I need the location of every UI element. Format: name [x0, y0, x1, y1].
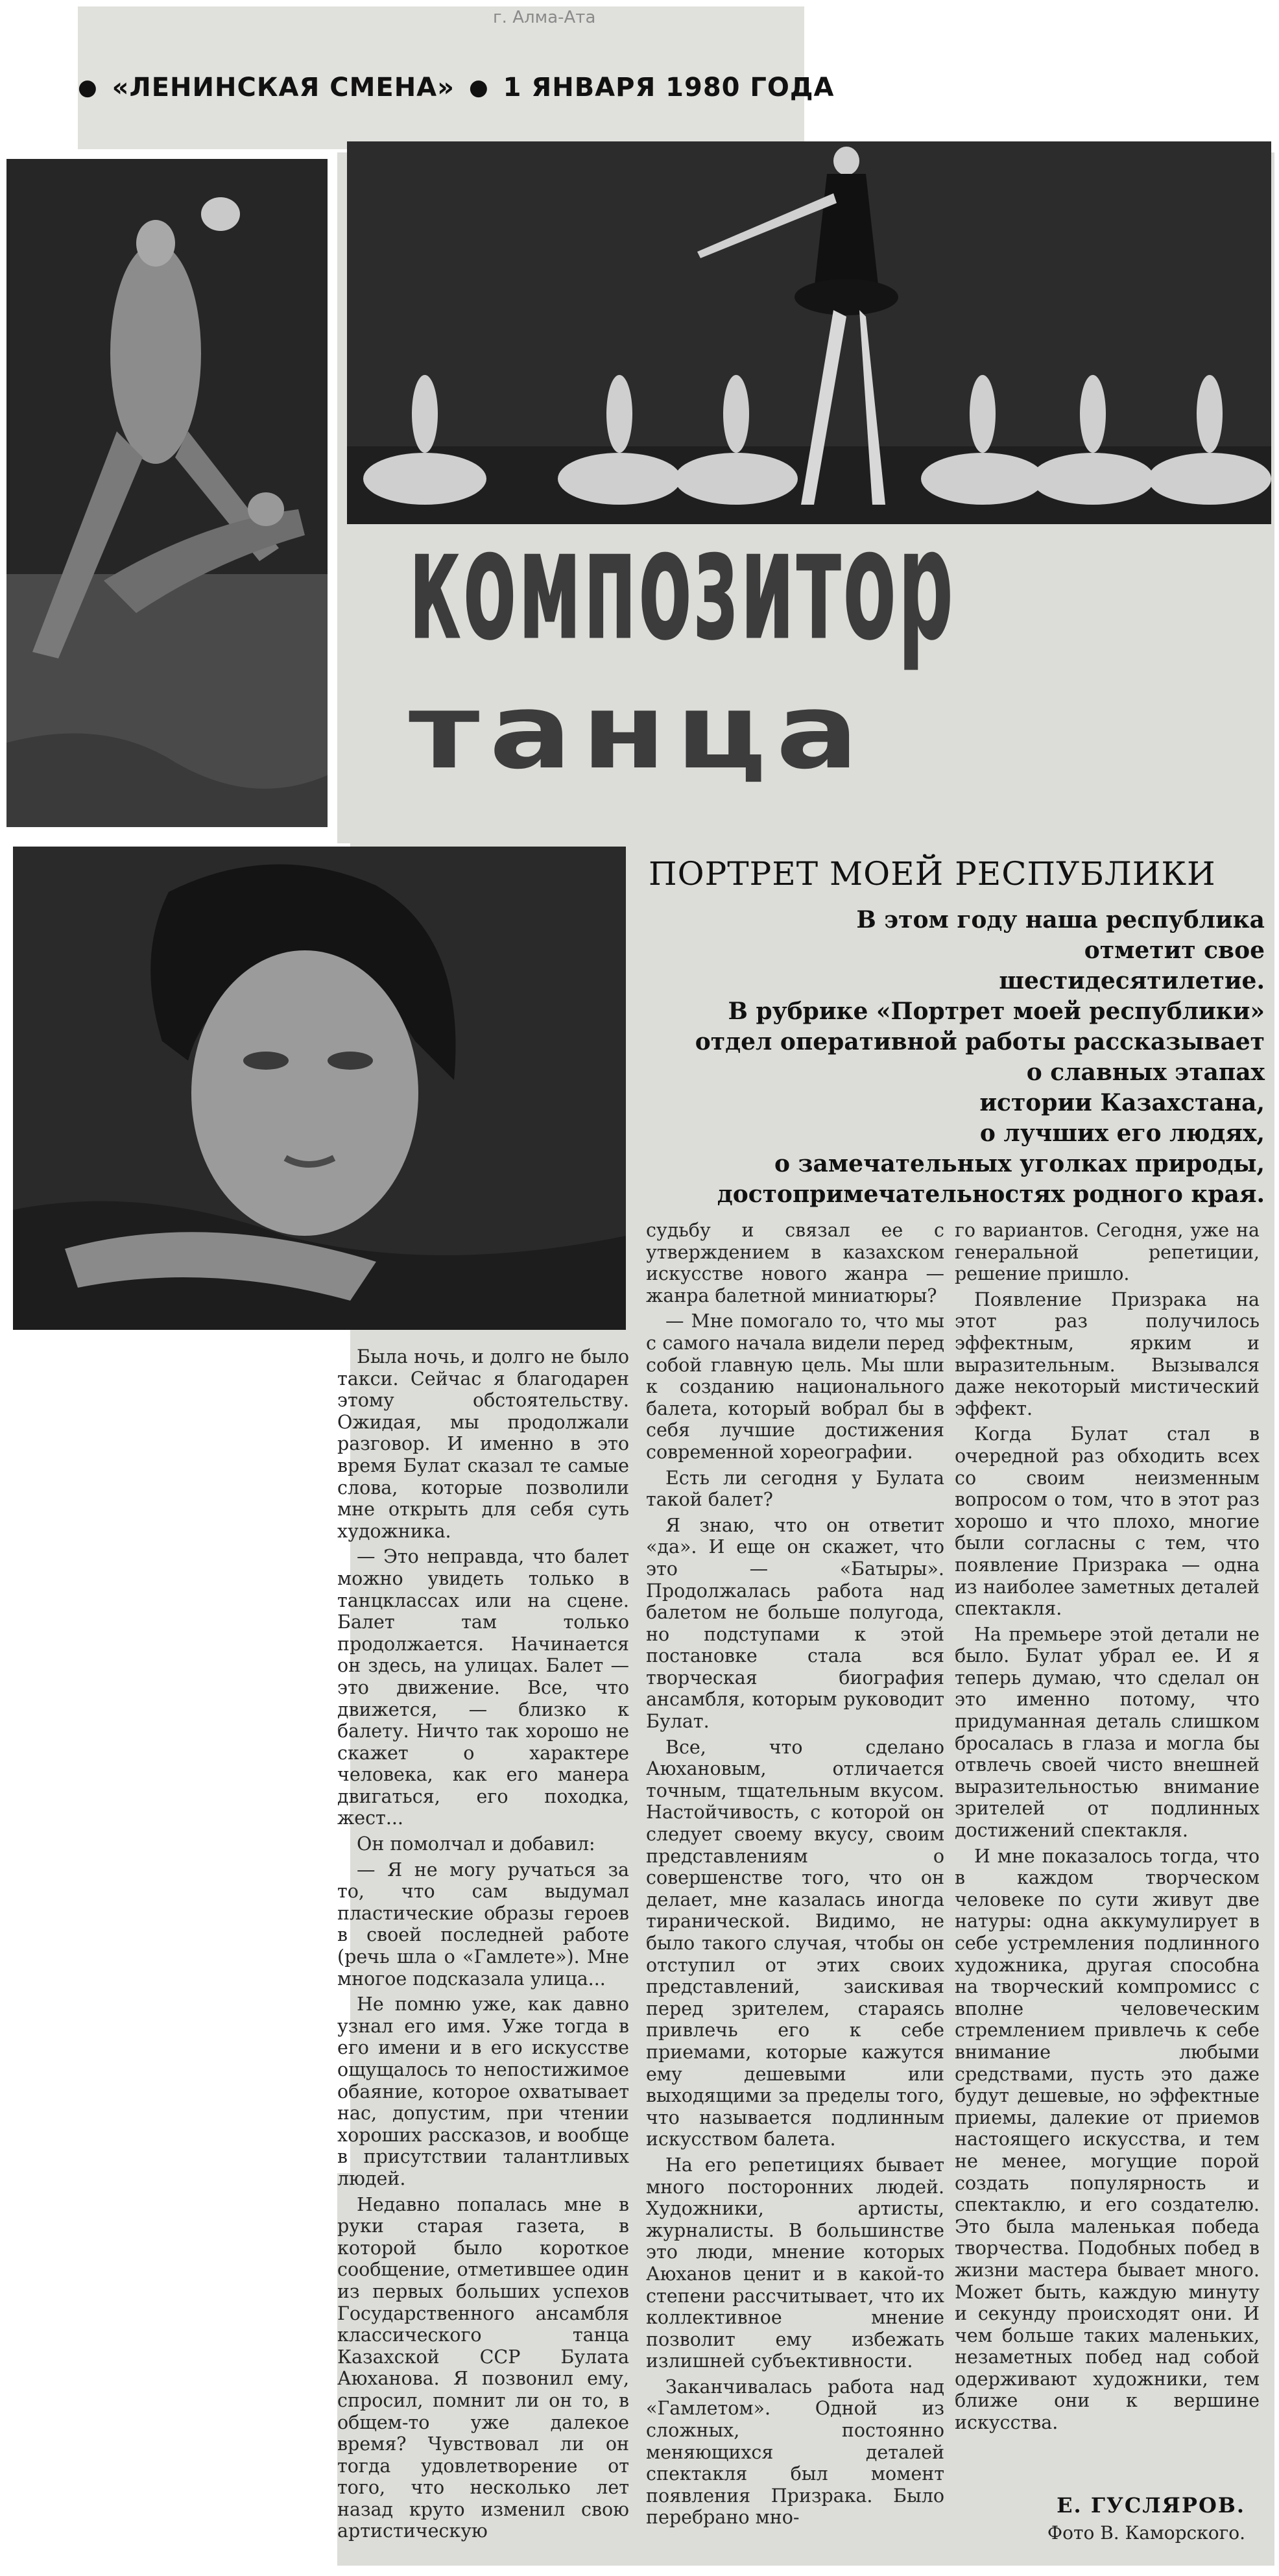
intro-line: В рубрике «Портрет моей республики» [728, 998, 1265, 1025]
intro-line: истории Казахстана, [979, 1089, 1265, 1116]
intro-line: достопримечательностях родного края. [717, 1181, 1265, 1208]
paragraph: — Это неправда, что балет можно увидеть только в танцклассах или на сцене. Балет там только продолжается. Начинается он здесь, на улицах. Балет — это движение. Все, что движется, — близко к балету. Ничто так хорошо не скажет о характере человека, как его манера двигаться, его походка, жест... [337, 1546, 629, 1829]
paragraph: Заканчивалась работа над «Гамлетом». Одной из сложных, постоянно меняющихся деталей спектакля был момент появления Призрака. Было перебрано мно- [646, 2376, 944, 2529]
newspaper-name: «ЛЕНИНСКАЯ СМЕНА» [112, 73, 455, 102]
rubric-title: ПОРТРЕТ МОЕЙ РЕСПУБЛИКИ [649, 855, 1216, 893]
article-column-1 [337, 1346, 629, 2566]
dancing-couple-photo [6, 159, 328, 827]
intro-line: отдел оперативной работы рассказывает [695, 1028, 1265, 1055]
paragraph: Есть ли сегодня у Булата такой балет? [646, 1467, 944, 1511]
paragraph: судьбу и связал ее с утверждением в казахском искусстве нового жанра — жанра балетной миниатюры? [646, 1220, 944, 1306]
paragraph: Все, что сделано Аюхановым, отличается точным, тщательным вкусом. Настойчивость, с которой он следует своему вкусу, своим представлениям о совершенстве того, что он делает, мне казалась иногда тиранической. Видимо, не было такого случая, чтобы он отступил от этих своих представлений, заискивая перед зрителем, стараясь привлечь его к себе приемами, которые кажутся ему дешевыми или выходящими за пределы того, что называется подлинным искусством балета. [646, 1736, 944, 2150]
bullet-icon: ● [468, 75, 489, 101]
paragraph: — Мне помогало то, что мы с самого начала видели перед собой главную цель. Мы шли к созданию национального балета, который вобрал бы в себя лучшие достижения современной хореографии. [646, 1310, 944, 1463]
rubric-intro [652, 905, 1265, 1210]
photo-credit: Фото В. Каморского. [1047, 2522, 1245, 2544]
article-column-3 [955, 1220, 1260, 2491]
paragraph: го вариантов. Сегодня, уже на генеральной репетиции, решение пришло. [955, 1220, 1260, 1285]
article-column-2 [646, 1220, 944, 2562]
portrait-photo [13, 847, 626, 1330]
masthead [78, 65, 835, 110]
ballet-ensemble-photo [347, 141, 1271, 524]
author-signature: Е. ГУСЛЯРОВ. [1057, 2493, 1245, 2518]
headline-line-2: танца [409, 671, 868, 793]
intro-line: шестидесятилетие. [999, 967, 1265, 994]
paragraph: И мне показалось тогда, что в каждом творческом человеке по сути живут две натуры: одна аккумулирует в себе устремления подлинного художника, другая способна на творческий компромисс с вполне человеческим стремлением привлечь к себе внимание любыми средствами, пусть это даже будут дешевые, но эффектные приемы, далекие от приемов настоящего искусства, и тем не менее, могущие порой создать популярность и спектаклю, и его создателю. Это была маленькая победа творчества. Подобных побед в жизни мастера бывает много. Может быть, каждую минуту и секунду происходят они. И чем больше таких маленьких, незаметных побед над собой одерживают художники, тем ближе они к вершине искусства. [955, 1845, 1260, 2434]
intro-line: отметит свое [1084, 937, 1265, 964]
paragraph: Не помню уже, как давно узнал его имя. Уже тогда в его имени и в его искусстве ощущалось то непостижимое обаяние, которое охватывает нас, допустим, при чтении хороших рассказов, и вообще в присутствии талантливых людей. [337, 1993, 629, 2189]
paragraph: Когда Булат стал в очередной раз обходить всех со своим неизменным вопросом о том, что в этот раз хорошо и что плохо, многие были согласны с тем, что появление Призрака — одна из наиболее заметных деталей спектакля. [955, 1423, 1260, 1620]
headline-line-1: композитор [409, 496, 955, 675]
paragraph: На премьере этой детали не было. Булат убрал ее. И я теперь думаю, что сделал он это именно потому, что придуманная деталь слишком бросалась в глаза и могла бы отвлечь своей чисто внешней выразительностью внимание зрителей от подлинных достижений спектакля. [955, 1623, 1260, 1842]
paragraph: — Я не могу ручаться за то, что сам выдумал пластические образы героев в своей последней работе (речь шла о «Гамлете»). Мне многое подсказала улица... [337, 1859, 629, 1990]
paragraph: Была ночь, и долго не было такси. Сейчас я благодарен этому обстоятельству. Ожидая, мы продолжали разговор. И именно в это время Булат сказал те самые слова, которые позволили мне открыть для себя суть художника. [337, 1346, 629, 1542]
paragraph: Появление Призрака на этот раз получилось эффектным, ярким и выразительным. Вызывался даже некоторый мистический эффект. [955, 1288, 1260, 1419]
intro-line: о славных этапах [1026, 1059, 1265, 1086]
issue-date: 1 ЯНВАРЯ 1980 ГОДА [503, 73, 835, 102]
paragraph: Он помолчал и добавил: [357, 1833, 595, 1855]
intro-line: В этом году наша республика [856, 906, 1265, 933]
paragraph: Я знаю, что он ответит «да». И еще он скажет, что это — «Батыры». Продолжалась работа над балетом не больше полугода, но подступами к этой постановке стала вся творческая биография ансамбля, которым руководит Булат. [646, 1514, 944, 1733]
archive-stamp: г. Алма-Ата [493, 8, 596, 27]
paragraph: Недавно попалась мне в руки старая газета, в которой было короткое сообщение, отметившее один из первых больших успехов Государственного ансамбля классического танца Казахской ССР Булата Аюханова. Я позвонил ему, спросил, помнит ли он то, в общем-то уже далекое время? Чувствовал ли он тогда удовлетворение от того, что несколько лет назад круто изменил свою артистическую [337, 2193, 629, 2542]
bullet-icon: ● [78, 75, 98, 101]
intro-line: о замечательных уголках природы, [774, 1150, 1265, 1177]
intro-line: о лучших его людях, [979, 1120, 1265, 1147]
paragraph: На его репетициях бывает много посторонних людей. Художники, артисты, журналисты. В большинстве это люди, мнение которых Аюханов ценит и в какой-то степени рассчитывает, что их коллективное мнение позволит ему избежать излишней субъективности. [646, 2154, 944, 2372]
